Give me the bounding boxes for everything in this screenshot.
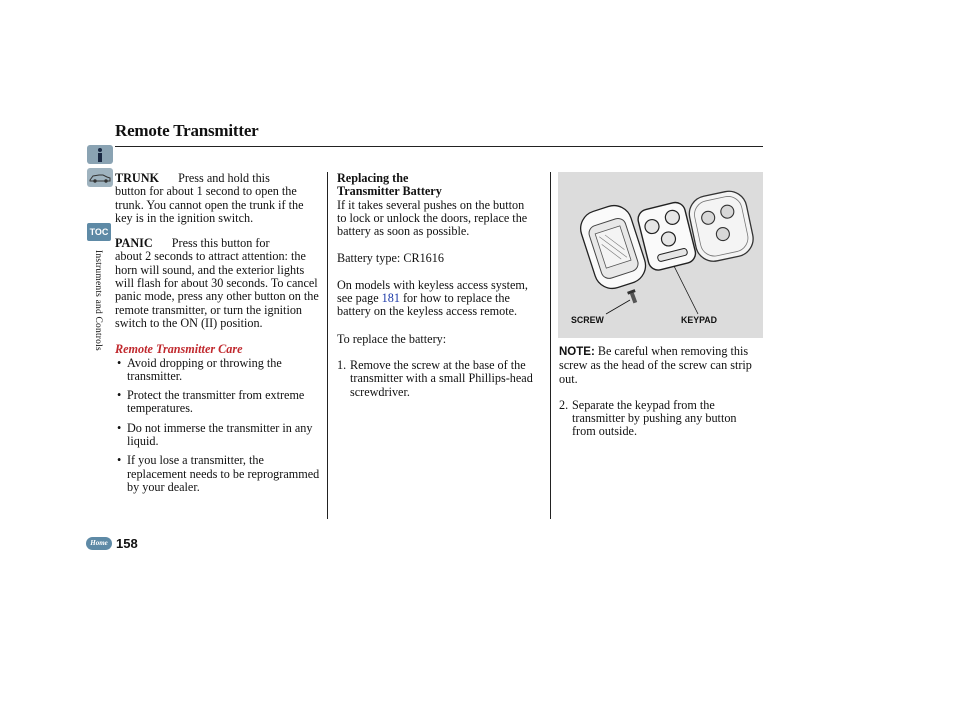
column-1	[115, 172, 321, 500]
section-label	[89, 250, 109, 370]
keyless-text-before: On models with keyless access system, see page	[337, 277, 528, 306]
info-icon	[87, 145, 113, 164]
list-item: • Do not immerse the transmitter in any liquid.	[115, 422, 321, 449]
care-list	[115, 357, 321, 495]
info-tab[interactable]	[87, 145, 113, 164]
trunk-text: button for about 1 second to open the trunk. You cannot open the trunk if the key is in the ignition switch.	[115, 184, 304, 225]
step-number: 2.	[559, 397, 569, 412]
transmitter-figure	[558, 172, 763, 338]
section-label-text: Instruments and Controls	[93, 250, 103, 351]
note-paragraph	[559, 345, 763, 386]
step-2	[559, 399, 763, 439]
column-3	[559, 345, 763, 439]
list-item: • Protect the transmitter from extreme temperatures.	[115, 389, 321, 416]
step-text: Separate the keypad from the transmitter by pushing any button from outside.	[572, 397, 737, 439]
list-item: • If you lose a transmitter, the replacement needs to be reprogrammed by your dealer.	[115, 454, 321, 494]
replace-intro: To replace the battery:	[337, 331, 447, 346]
battery-intro: If it takes several pushes on the button to lock or unlock the doors, replace the battery as soon as possible.	[337, 197, 528, 239]
trunk-first-line: Press and hold this	[178, 171, 270, 185]
battery-heading-2: Transmitter Battery	[337, 184, 442, 199]
panic-paragraph	[115, 237, 321, 330]
keyless-text-after: for how to replace the battery on the keyless access remote.	[337, 291, 518, 319]
care-heading[interactable]: Remote Transmitter Care	[115, 342, 243, 357]
toc-button[interactable]: TOC	[87, 223, 111, 241]
panic-label: PANIC	[115, 236, 153, 251]
transmitter-illustration	[558, 172, 763, 338]
step-1	[337, 359, 533, 399]
panic-first-line: Press this button for	[171, 236, 270, 251]
page-number: 158	[116, 536, 138, 551]
page-title: Remote Transmitter	[115, 121, 259, 140]
trunk-label: TRUNK	[115, 171, 160, 185]
page-link[interactable]: 181	[381, 291, 400, 306]
column-2	[337, 172, 533, 399]
column-divider	[327, 172, 328, 519]
title-rule	[115, 146, 763, 147]
step-text: Remove the screw at the base of the transmitter with a small Phillips-head screwdriver.	[350, 357, 533, 399]
step-number: 1.	[337, 357, 347, 372]
car-tab[interactable]	[87, 168, 113, 187]
car-icon	[87, 168, 113, 187]
keypad-caption: KEYPAD	[681, 315, 718, 325]
screw-caption: SCREW	[571, 315, 604, 325]
home-button[interactable]: Home	[86, 537, 112, 550]
steps-list	[559, 399, 763, 439]
note-label: NOTE:	[559, 346, 595, 358]
note-text: Be careful when removing this screw as the head of the screw can strip out.	[559, 344, 752, 386]
battery-heading-1: Replacing the	[337, 171, 409, 185]
list-item: • Avoid dropping or throwing the transmitter.	[115, 357, 321, 384]
column-divider	[550, 172, 551, 519]
steps-list	[337, 359, 533, 399]
panic-text: about 2 seconds to attract attention: the horn will sound, and the exterior lights will flash for about 30 seconds. To cancel panic mode, press any other button on the remote transmitter, or turn the ignition switch to the ON (II) position.	[115, 249, 319, 330]
keyless-paragraph	[337, 279, 533, 319]
trunk-paragraph	[115, 172, 321, 225]
battery-type: Battery type: CR1616	[337, 251, 444, 266]
